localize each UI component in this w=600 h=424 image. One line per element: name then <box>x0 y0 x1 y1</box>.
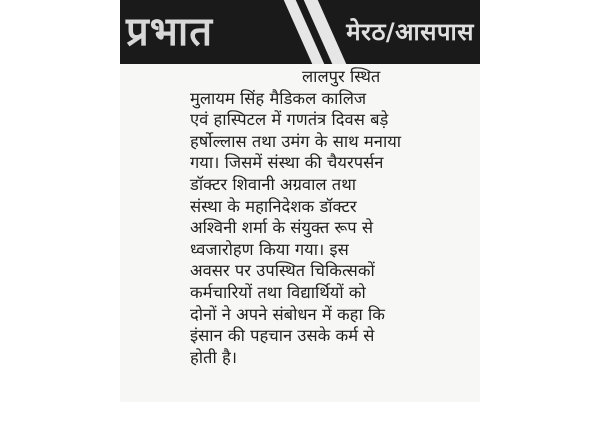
newspaper-title: प्रभात <box>126 9 214 55</box>
article-body <box>190 66 468 368</box>
article-line: दोनों ने अपने संबोधन में कहा कि <box>190 304 385 324</box>
article-line: इंसान की पहचान उसके कर्म से <box>190 326 375 346</box>
article-line: होती है। <box>190 347 237 367</box>
article-line: गया। जिसमें संस्था की चैयरपर्सन <box>190 153 384 173</box>
article-line: अश्विनी शर्मा के संयुक्त रूप से <box>190 218 374 238</box>
article-line: मुलायम सिंह मैडिकल कालिज <box>190 88 367 108</box>
masthead <box>120 0 480 64</box>
article-line: संस्था के महानिदेशक डॉक्टर <box>190 196 357 216</box>
article-line: अवसर पर उपस्थित चिकित्सकों <box>190 261 375 281</box>
article-line: ध्वजारोहण किया गया। इस <box>190 239 349 259</box>
article-line: एवं हास्पिटल में गणतंत्र दिवस बड़े <box>190 110 389 130</box>
section-title: मेरठ/आसपास <box>346 18 474 46</box>
article-line: कर्मचारियों तथा विद्यार्थियों को <box>190 282 366 302</box>
article-line: डॉक्टर शिवानी अग्रवाल तथा <box>190 174 357 194</box>
article-line: लालपुर स्थित <box>302 67 381 86</box>
newspaper-clipping <box>120 0 480 402</box>
article-line: हर्षोल्लास तथा उमंग के साथ मनाया <box>190 131 402 151</box>
